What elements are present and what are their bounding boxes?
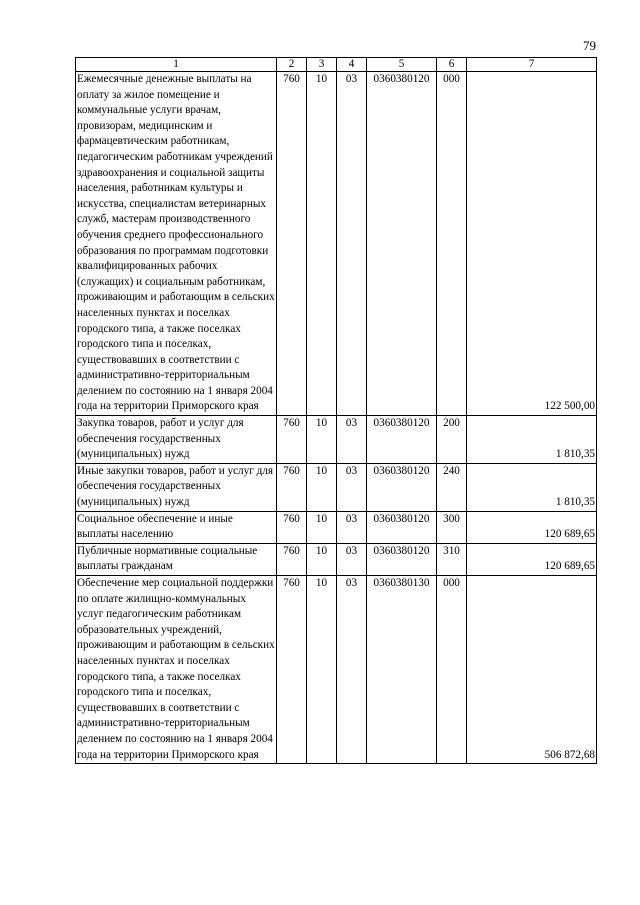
row-description: Иные закупки товаров, работ и услуг для обеспечения государственных (муниципальных) нужд bbox=[76, 463, 277, 511]
row-code-col5: 0360380120 bbox=[367, 511, 437, 543]
header-col-7: 7 bbox=[467, 58, 597, 72]
table-row bbox=[76, 72, 597, 416]
row-code-col5: 0360380120 bbox=[367, 463, 437, 511]
row-code-col2: 760 bbox=[277, 543, 307, 575]
row-code-col6: 300 bbox=[437, 511, 467, 543]
row-code-col4: 03 bbox=[337, 543, 367, 575]
table-row bbox=[76, 511, 597, 543]
table-row bbox=[76, 543, 597, 575]
row-code-col2: 760 bbox=[277, 72, 307, 416]
row-description: Обеспечение мер социальной поддержки по оплате жилищно-коммунальных услуг педагогическим работникам образовательных учреждений, проживающим и работающим в сельских населенных пунктах и поселках городского типа, а также поселках городского типа и поселках, существовавших в соответствии с административно-территориальным делением по состоянию на 1 января 2004 года на территории Приморского края bbox=[76, 576, 277, 764]
table-row bbox=[76, 576, 597, 764]
header-col-2: 2 bbox=[277, 58, 307, 72]
row-code-col2: 760 bbox=[277, 463, 307, 511]
row-code-col6: 200 bbox=[437, 416, 467, 464]
row-code-col5: 0360380120 bbox=[367, 543, 437, 575]
header-col-5: 5 bbox=[367, 58, 437, 72]
row-code-col5: 0360380120 bbox=[367, 416, 437, 464]
row-code-col6: 000 bbox=[437, 72, 467, 416]
row-code-col6: 240 bbox=[437, 463, 467, 511]
header-col-3: 3 bbox=[307, 58, 337, 72]
header-col-6: 6 bbox=[437, 58, 467, 72]
row-code-col6: 000 bbox=[437, 576, 467, 764]
header-row bbox=[76, 58, 597, 72]
table-row bbox=[76, 416, 597, 464]
row-code-col4: 03 bbox=[337, 511, 367, 543]
row-code-col5: 0360380130 bbox=[367, 576, 437, 764]
row-code-col4: 03 bbox=[337, 416, 367, 464]
row-code-col2: 760 bbox=[277, 576, 307, 764]
row-description: Ежемесячные денежные выплаты на оплату за жилое помещение и коммунальные услуги врачам, провизорам, медицинским и фармацевтическим работникам, педагогическим работникам учреждений здравоохранения и социальной защиты населения, работникам культуры и искусства, специалистам ветеринарных служб, мастерам производственного обучения среднего профессионального образования по программам подготовки квалифицированных рабочих (служащих) и социальным работникам, проживающим и работающим в сельских населенных пунктах и поселках городского типа, а также поселках городского типа и поселках, существовавших в соответствии с административно-территориальным делением по состоянию на 1 января 2004 года на территории Приморского края bbox=[76, 72, 277, 416]
row-code-col4: 03 bbox=[337, 463, 367, 511]
row-amount: 120 689,65 bbox=[467, 543, 597, 575]
row-amount: 122 500,00 bbox=[467, 72, 597, 416]
page-number: 79 bbox=[583, 38, 596, 53]
row-code-col4: 03 bbox=[337, 576, 367, 764]
row-amount: 120 689,65 bbox=[467, 511, 597, 543]
row-description: Закупка товаров, работ и услуг для обеспечения государственных (муниципальных) нужд bbox=[76, 416, 277, 464]
header-col-1: 1 bbox=[76, 58, 277, 72]
row-description: Публичные нормативные социальные выплаты гражданам bbox=[76, 543, 277, 575]
row-code-col2: 760 bbox=[277, 511, 307, 543]
row-code-col4: 03 bbox=[337, 72, 367, 416]
row-code-col2: 760 bbox=[277, 416, 307, 464]
row-code-col3: 10 bbox=[307, 463, 337, 511]
row-amount: 1 810,35 bbox=[467, 416, 597, 464]
row-code-col5: 0360380120 bbox=[367, 72, 437, 416]
row-code-col3: 10 bbox=[307, 511, 337, 543]
row-code-col3: 10 bbox=[307, 543, 337, 575]
row-amount: 506 872,68 bbox=[467, 576, 597, 764]
row-code-col3: 10 bbox=[307, 72, 337, 416]
budget-table bbox=[75, 57, 597, 764]
table-row bbox=[76, 463, 597, 511]
row-code-col3: 10 bbox=[307, 416, 337, 464]
row-code-col6: 310 bbox=[437, 543, 467, 575]
row-code-col3: 10 bbox=[307, 576, 337, 764]
row-description: Социальное обеспечение и иные выплаты населению bbox=[76, 511, 277, 543]
header-col-4: 4 bbox=[337, 58, 367, 72]
row-amount: 1 810,35 bbox=[467, 463, 597, 511]
